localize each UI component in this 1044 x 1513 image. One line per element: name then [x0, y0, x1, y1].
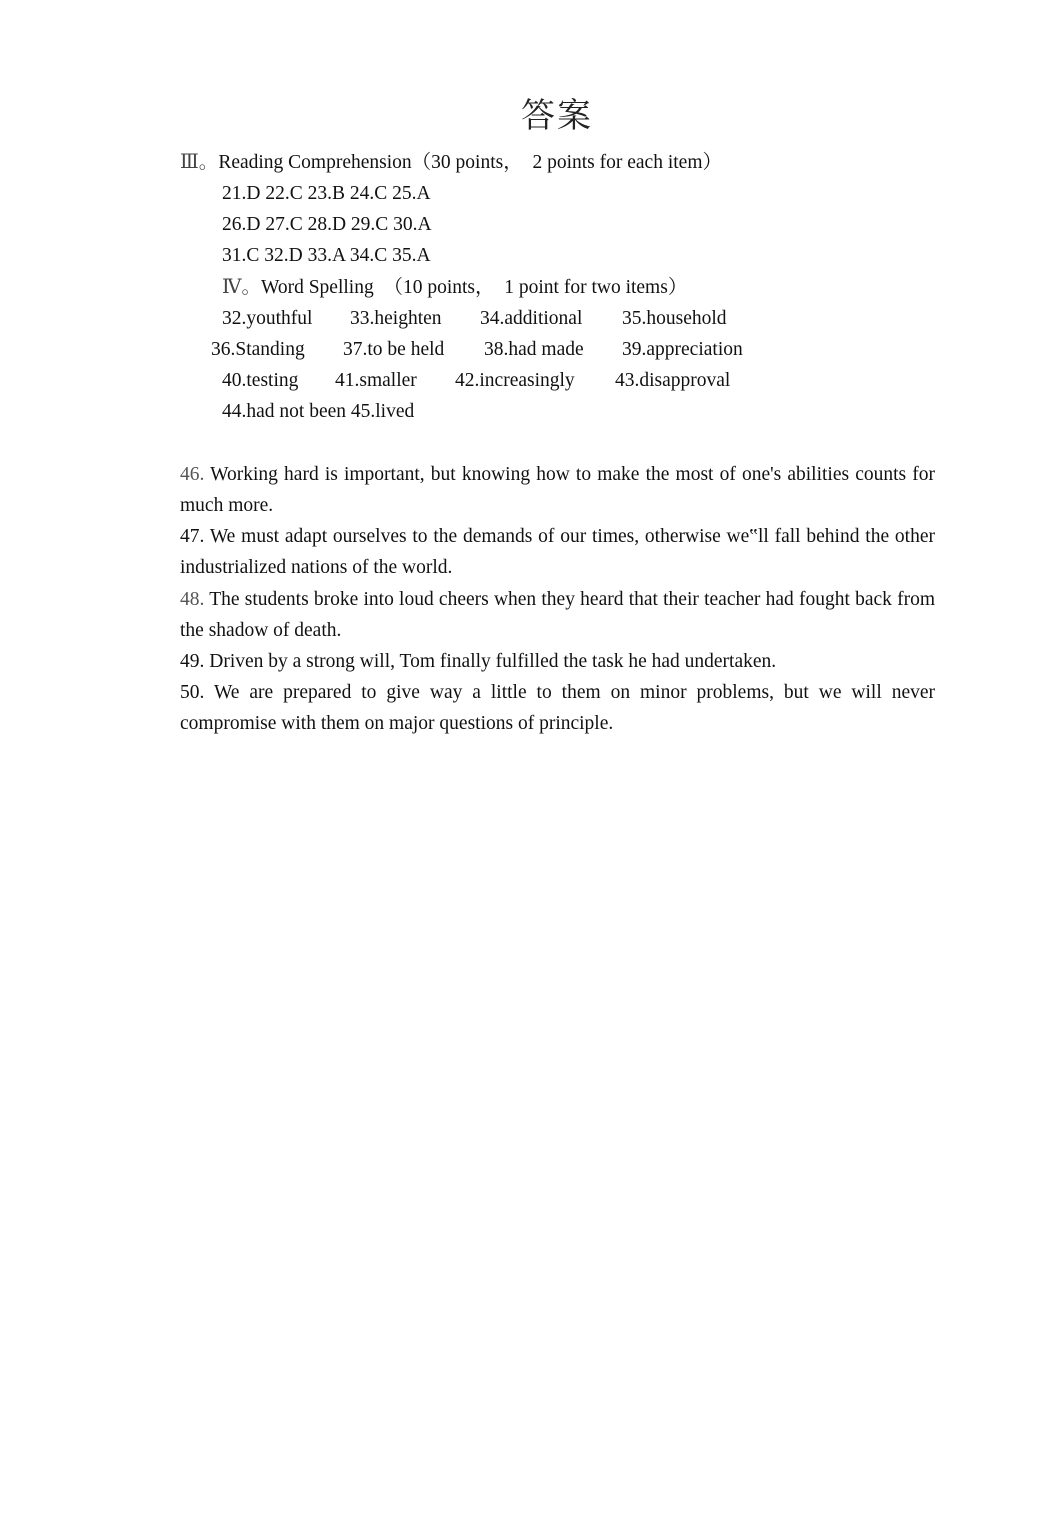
item-text: Driven by a strong will, Tom finally fulfilled the task he had undertaken.	[204, 651, 777, 672]
item-number: 50.	[180, 682, 205, 703]
item-number: 48.	[180, 589, 205, 610]
item-text: The students broke into loud cheers when they heard that their teacher had fought back from the shadow of death.	[180, 589, 935, 641]
translation-item	[180, 521, 935, 583]
word-answer: 33.heighten	[350, 308, 442, 329]
translation-item	[180, 677, 935, 739]
item-number: 47.	[180, 526, 205, 547]
section-3-numeral: Ⅲ。	[180, 152, 219, 173]
section-3-heading-line	[180, 147, 722, 178]
word-answer: 34.additional	[480, 308, 583, 329]
section-4-heading-line	[222, 272, 687, 303]
word-answer: 38.had made	[484, 339, 584, 360]
word-answer: 41.smaller	[335, 370, 417, 391]
translation-item	[180, 459, 935, 521]
word-answer: 44.had not been 45.lived	[222, 401, 415, 422]
word-answer: 39.appreciation	[622, 339, 743, 360]
translation-item	[180, 646, 935, 677]
page-title: 答案	[521, 96, 593, 136]
word-answer: 42.increasingly	[455, 370, 575, 391]
word-answer: 40.testing	[222, 370, 299, 391]
section-4-numeral: Ⅳ。	[222, 277, 261, 298]
word-answer: 36.Standing	[211, 339, 305, 360]
word-answer: 37.to be held	[343, 339, 445, 360]
translation-item	[180, 584, 935, 646]
section-4-heading: Word Spelling （10 points， 1 point for two items）	[260, 277, 688, 298]
item-text: Working hard is important, but knowing how to make the most of one's abilities counts for much more.	[180, 464, 935, 516]
item-text: We are prepared to give way a little to them on minor problems, but we will never compromise with them on major questions of principle.	[180, 682, 935, 734]
answer-line: 26.D 27.C 28.D 29.C 30.A	[222, 214, 432, 235]
item-text: We must adapt ourselves to the demands of our times, otherwise we‟ll fall behind the other industrialized nations of the world.	[180, 526, 935, 578]
answer-line: 31.C 32.D 33.A 34.C 35.A	[222, 245, 431, 266]
answer-line: 21.D 22.C 23.B 24.C 25.A	[222, 183, 431, 204]
word-answer: 43.disapproval	[615, 370, 731, 391]
item-number: 46.	[180, 464, 205, 485]
item-number: 49.	[180, 651, 205, 672]
section-3-heading: Reading Comprehension（30 points， 2 points for each item）	[218, 152, 722, 173]
word-answer: 35.household	[622, 308, 727, 329]
word-answer: 32.youthful	[222, 308, 313, 329]
